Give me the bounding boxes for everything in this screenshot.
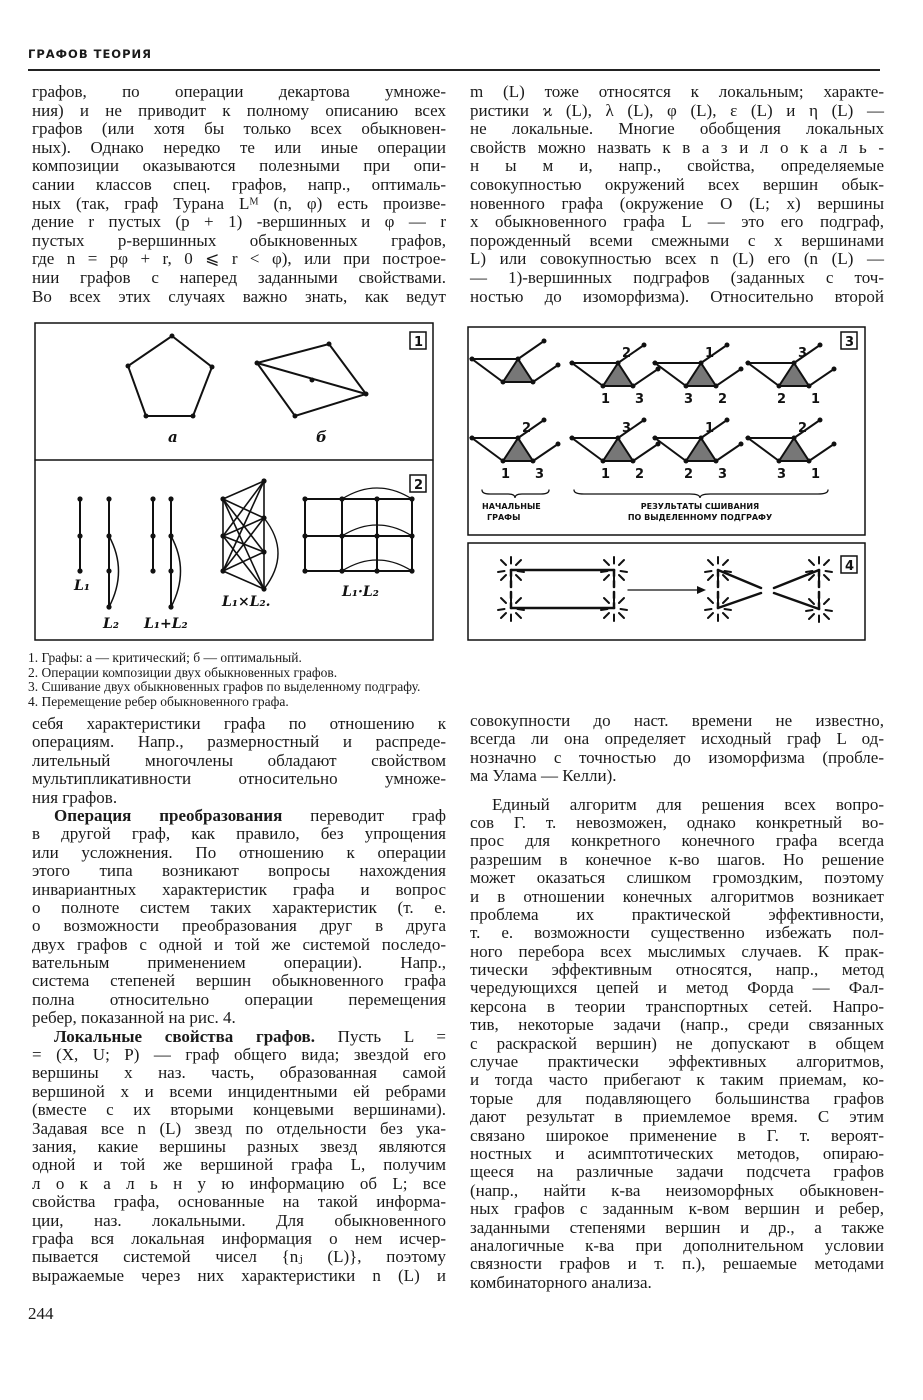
text-line: вательным применением операции). Напр., (32, 953, 446, 973)
vertex-label: 2 (718, 392, 728, 407)
text-line: (напр., найти к-ва неизоморфных обыкновен- (470, 1180, 884, 1200)
text-line: свойств можно назвать к в а з и л о к а л ь - (470, 137, 884, 157)
text-line: л о к а л ь н у ю информацию об L; все (32, 1173, 446, 1193)
paragraph (32, 715, 446, 807)
text-line: Единый алгоритм для решения всех вопро- (492, 794, 884, 814)
text-line: тив, некоторые задачи (напр., среди связанных (470, 1015, 884, 1035)
text-line: x обыкновенного графа L — это его подграф, (470, 212, 884, 232)
figure-1-number: 1 (414, 335, 424, 350)
text-line: вершины x наз. часть, образованная самой (32, 1063, 446, 1083)
vertex-label: 3 (718, 467, 728, 482)
text-line: щееся на различные задачи подсчета графов (470, 1162, 884, 1182)
figure-4-number: 4 (845, 559, 855, 574)
vertex-label: 1 (601, 392, 611, 407)
text-line: ристики ϰ (L), λ (L), φ (L), ε (L) и η (L) — (470, 100, 884, 120)
text-line: порожденный всеми смежными с x вершинами (470, 230, 884, 250)
vertex-label: 2 (798, 421, 808, 436)
text-line: (вместе с их вторыми концевыми вершинами). (32, 1100, 446, 1120)
vertex-label: 2 (522, 421, 532, 436)
text-line: т. е. возможности существенно избежать пол- (470, 923, 884, 943)
label-product: L₁×L₂. (222, 594, 271, 610)
text-line: керсона в теории транспортных сетей. Напро- (470, 996, 884, 1016)
caption-1: 1. Графы: а — критический; б — оптимальный. (28, 650, 302, 665)
text-line: разрешим в конечное к-во шагов. Но решение (470, 849, 884, 869)
vertex-label: 3 (622, 421, 632, 436)
text-line: новенного графа (окружение O (L; x) вершины (470, 193, 884, 213)
text-line: графов, по операции декартова умноже- (32, 82, 446, 101)
text-line: случае практически эффективных алгоритмов, (470, 1052, 884, 1072)
text-line: аналогичные к-ва при дополнительном условии (470, 1235, 884, 1255)
vertex-label: 3 (777, 467, 787, 482)
figure-1 (126, 332, 427, 446)
text-line: Задавая все n (L) звезд по отдельности без ука- (32, 1118, 446, 1138)
label-l2: L₂ (103, 616, 119, 632)
caption-2: 2. Операции композиции двух обыкновенных графов. (28, 664, 338, 680)
text-line: m (L) тоже относятся к локальным; характе- (470, 82, 884, 101)
initial-graphs-label-2: ГРАФЫ (487, 513, 521, 522)
vertex-label: 3 (635, 392, 645, 407)
text-line: совокупностью окружений всех вершин обык- (470, 174, 884, 194)
text-line: ния графов. (32, 787, 118, 807)
text-line: L) или совокупностью всех n (L) его (n (L) — (470, 249, 884, 269)
figure-2 (73, 475, 426, 632)
figures-illustration (0, 0, 923, 650)
text-line: связности графов и т. п.), решаемые методами (470, 1254, 884, 1274)
text-line: торые для подавляющего большинства графов (470, 1088, 884, 1108)
initial-graphs-label-1: НАЧАЛЬНЫЕ (482, 502, 541, 511)
text-line: этого типа возникают вопросы нахождения (32, 861, 446, 881)
text-line: зания, какие вершины разных звезд являются (32, 1136, 446, 1156)
text-line: лительный многочлены обладают свойством (32, 750, 446, 770)
paragraph (32, 807, 446, 1028)
text-line: — 1)-вершинных подграфов (заданных с точ- (470, 267, 884, 287)
text-line: сов Г. т. невозможен, однако конкретный во- (470, 812, 884, 832)
line-text: переводит граф (282, 805, 446, 825)
text-line (32, 1028, 446, 1046)
label-l1: L₁ (74, 578, 90, 594)
text-line: ции, наз. локальными. Для обыкновенного (32, 1210, 446, 1230)
caption-4: 4. Перемещение ребер обыкновенного графа. (28, 693, 289, 709)
text-line: и в отношении конечных алгоритмов возникает (470, 886, 884, 906)
results-label-2: ПО ВЫДЕЛЕННОМУ ПОДГРАФУ (627, 513, 773, 522)
text-line: Во всех этих случаях важно знать, как ведут (32, 286, 446, 306)
figure-1-label-a: а (168, 428, 178, 446)
text-line: дение r пустых (p + 1) -вершинных и φ — r (32, 212, 446, 232)
text-line: может оказаться слишком громоздким, поэтому (470, 868, 884, 888)
text-line: = (X, U; P) — граф общего вида; звездой его (32, 1045, 446, 1065)
text-line: свойства графа, основанные на такой информа- (32, 1192, 446, 1212)
vertex-label: 1 (501, 467, 511, 482)
vertex-label: 2 (622, 346, 632, 361)
text-line: в другой граф, как правило, без упрощения (32, 824, 446, 844)
label-sum: L₁+L₂ (144, 616, 188, 632)
text-line: себя характеристики графа по отношению к (32, 714, 446, 733)
paragraph (470, 796, 884, 1293)
vertex-label: 2 (777, 392, 787, 407)
stitched-graph (746, 343, 837, 408)
text-column-bottom-right (470, 712, 884, 1292)
stitched-graph (653, 343, 744, 408)
text-line: тически эффективным относятся, напр., метод (470, 960, 884, 980)
vertex-label: 2 (684, 467, 694, 482)
text-line: операциям. Напр., размерностный и распреде- (32, 732, 446, 752)
paragraph (32, 1028, 446, 1285)
stitched-graph (746, 418, 837, 483)
text-line: комбинаторного анализа. (470, 1272, 652, 1292)
text-line: ного перебора всех мыслимых случаев. К прак- (470, 941, 884, 961)
text-line: заданными степенями вершин и др., а также (470, 1217, 884, 1237)
text-line: ма Улама — Келли). (470, 766, 617, 786)
text-line: дают результат в приемлемое время. С этим (470, 1107, 884, 1127)
page-number: 244 (28, 1304, 54, 1323)
text-line: ных (так, граф Турана Lᴹ (n, φ) есть произве- (32, 193, 446, 213)
text-line: вершиной x и всеми инцидентными ей ребрами (32, 1081, 446, 1101)
text-column-bottom-left (32, 715, 446, 1285)
text-line: ных). Однако нередко те или иные операции (32, 137, 446, 157)
text-line: ния) и не приводит к полному описанию всех (32, 100, 446, 120)
text-line: ребер, показанной на рис. 4. (32, 1008, 236, 1028)
text-line: не локальные. Многие обобщения локальных (470, 119, 884, 139)
stitched-graph (470, 418, 561, 483)
text-line: полна относительно операции перемещения (32, 989, 446, 1009)
vertex-label: 3 (684, 392, 694, 407)
stitched-graph (653, 418, 744, 483)
results-label-1: РЕЗУЛЬТАТЫ СШИВАНИЯ (640, 502, 760, 511)
vertex-label: 1 (705, 421, 715, 436)
text-line: сании классов спец. графов, напр., оптималь- (32, 174, 446, 194)
optimal-graph (255, 342, 369, 419)
text-line: композиции оказываются полезными при опи- (32, 156, 446, 176)
figure-3 (470, 339, 837, 483)
vertex-label: 3 (798, 346, 808, 361)
text-line: графов (или хотя бы только всех обыкновен- (32, 119, 446, 139)
text-line: графа вся локальная информация о нем исчер- (32, 1228, 446, 1248)
text-line: с раскраской вершин) не допускают в общем (470, 1033, 884, 1053)
text-line: и тогда часто прибегают к таким приемам, ко- (470, 1070, 884, 1090)
text-line: ностных и асимптотических методов, опираю- (470, 1143, 884, 1163)
text-line: инвариантных характеристик графа и вопрос (32, 879, 446, 899)
vertex-label: 1 (811, 467, 821, 482)
vertex-label: 2 (635, 467, 645, 482)
figure-1-label-b: б (316, 428, 327, 446)
paragraph-lead: Локальные свойства графов. (54, 1026, 315, 1046)
text-line: где n = pφ + r, 0 ⩽ r < φ), или при построе- (32, 249, 446, 269)
text-line: совокупности до наст. времени не известно, (470, 711, 884, 730)
vertex-label: 3 (535, 467, 545, 482)
label-composition: L₁·L₂ (342, 584, 379, 600)
figure-4-frame (468, 543, 865, 640)
text-line: о полноте систем таких характеристик (т. е. (32, 897, 446, 917)
figure-2-number: 2 (414, 478, 424, 493)
vertex-label: 1 (811, 392, 821, 407)
vertex-label: 1 (705, 346, 715, 361)
text-line: связано широкое применение в Г. т. вероят- (470, 1125, 884, 1145)
text-line: или усложнения. По отношению к операции (32, 842, 446, 862)
paragraph (470, 712, 884, 786)
figure-captions (28, 651, 420, 709)
text-line: ностью до изоморфизма). Относительно второй (470, 286, 884, 306)
figure-3-number: 3 (845, 335, 855, 350)
text-line: пывается системой чисел {nⱼ (L)}, поэтому (32, 1247, 446, 1267)
text-line: прос для конкретного конечного графа всегда (470, 831, 884, 851)
text-line: всегда ли она определяет исходный граф L од- (470, 729, 884, 749)
paragraph-lead: Операция преобразования (54, 805, 283, 825)
text-line: проблема их практической эффективности, (470, 904, 884, 924)
text-line: одной и той же вершиной графа L, получим (32, 1155, 446, 1175)
stitched-graph (470, 339, 561, 385)
stitched-graph (570, 418, 661, 483)
text-line: пустых p-вершинных обыкновенных графов, (32, 230, 446, 250)
text-line (32, 807, 446, 825)
text-line: выражаемые через них характеристики n (L) и (32, 1265, 446, 1285)
vertex-label: 1 (601, 467, 611, 482)
text-line: нии графов с наперед заданными свойствами. (32, 267, 446, 287)
caption-3: 3. Сшивание двух обыкновенных графов по выделенному подграфу. (28, 679, 421, 694)
text-line: чередующихся цепей и метод Форда — Фал- (470, 978, 884, 998)
arrow-head (697, 586, 706, 594)
running-header: ГРАФОВ ТЕОРИЯ (28, 47, 152, 61)
text-line: о возможности преобразования друг в друга (32, 916, 446, 936)
line-text: Пусть L = (314, 1026, 446, 1046)
figure-4 (498, 556, 857, 622)
text-line: мультипликативности относительно умноже- (32, 769, 446, 789)
pentagon-graph (128, 336, 212, 416)
stitched-graph (570, 343, 661, 408)
text-line: ных графов с заданным к-вом вершин и ребер, (470, 1199, 884, 1219)
text-line: двух графов с одной и той же системой последо- (32, 934, 446, 954)
text-line: система степеней вершин обыкновенного графа (32, 971, 446, 991)
text-line: н ы м и, напр., свойства, определяемые (470, 156, 884, 176)
text-line: нозначно с точностью до изоморфизма (пробле- (470, 747, 884, 767)
